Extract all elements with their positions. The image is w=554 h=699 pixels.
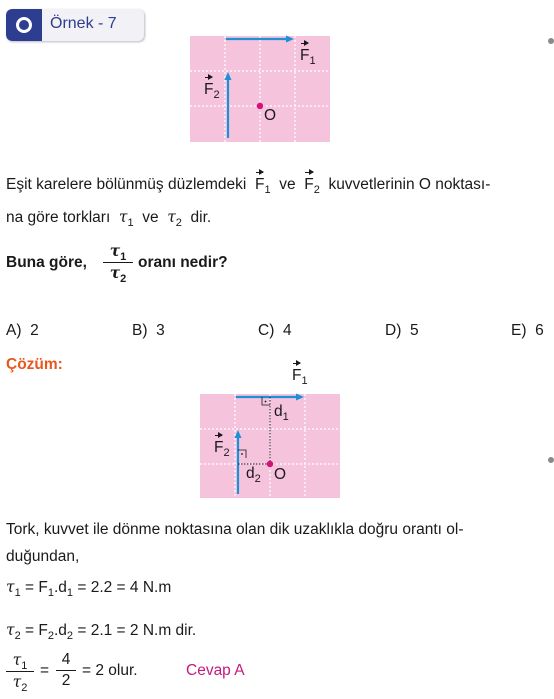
choice-a[interactable]: A) 2 xyxy=(6,322,39,339)
margin-dot xyxy=(548,38,554,44)
f2-label: $F_2$ xyxy=(214,439,230,459)
ratio-fraction-tau: $\tau_1$ $\tau_2$ xyxy=(6,651,34,692)
answer-label: Cevap A xyxy=(186,662,245,679)
f1-label: $F_1$ xyxy=(292,367,308,387)
ratio-fraction-number: 4 2 xyxy=(56,651,76,690)
f2-label: $F_2$ xyxy=(204,81,220,101)
o-label: O xyxy=(264,107,277,124)
margin-dot xyxy=(548,457,554,463)
ring-icon xyxy=(16,17,32,33)
equation-1: $\tau_1 = F_1.d_1 = 2.2 = 4$ N.m xyxy=(6,578,172,599)
pivot-point xyxy=(267,461,273,467)
solution-line-2: duğundan, xyxy=(6,548,80,565)
solution-heading: Çözüm: xyxy=(6,356,63,373)
d1-label: $d_1$ xyxy=(274,403,289,423)
f1-label: $F_1$ xyxy=(300,47,316,67)
question-tail: oranı nedir? xyxy=(138,254,228,271)
equation-2: $\tau_2 = F_2.d_2 = 2.1 = 2$ N.m dir. xyxy=(6,621,197,642)
ratio-equals: = xyxy=(40,662,50,679)
question-lead: Buna göre, xyxy=(6,254,87,271)
figure-1 xyxy=(190,34,340,149)
choice-c[interactable]: C) 4 xyxy=(258,322,292,339)
example-badge xyxy=(6,9,144,41)
o-label: O xyxy=(274,466,287,483)
choice-b[interactable]: B) 3 xyxy=(132,322,165,339)
problem-line-2: na göre torkları $\tau_1$ ve $\tau_2$ dir. xyxy=(6,208,212,229)
problem-line-1: Eşit karelere bölünmüş düzlemdeki $F_1$ ve $F_2$ kuvvetlerinin O noktası- xyxy=(6,176,491,196)
solution-line-1: Tork, kuvvet ile dönme noktasına olan dik uzaklıkla doğru orantı ol- xyxy=(6,521,464,538)
choice-e[interactable]: E) 6 xyxy=(511,322,544,339)
d2-label: $d_2$ xyxy=(246,465,261,485)
question-fraction: $\tau_1$ $\tau_2$ xyxy=(103,242,133,283)
example-label: Örnek - 7 xyxy=(50,15,117,32)
badge-icon-box xyxy=(6,9,42,41)
figure-2 xyxy=(200,366,345,506)
ratio-result: = 2 olur. xyxy=(82,662,138,679)
pivot-point xyxy=(257,103,263,109)
choice-d[interactable]: D) 5 xyxy=(385,322,419,339)
